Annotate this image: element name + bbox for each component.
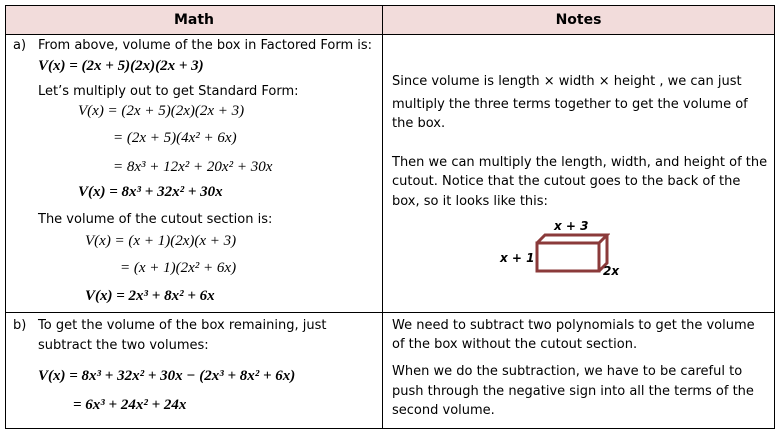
part-b-line-2: subtract the two volumes: [38, 338, 209, 353]
part-b-note-2-line-2: push through the negative sign into all the terms of the [392, 384, 754, 399]
part-a-note-2-line-3: box, so it looks like this: [392, 194, 548, 209]
part-b-note-1-line-1: We need to subtract two polynomials to get the volume [392, 318, 755, 333]
factored-form-equation: V(x) = (2x + 5)(2x)(2x + 3) [38, 58, 204, 74]
table-border-right [774, 5, 775, 429]
box-length-label: x + 3 [554, 219, 589, 233]
box-width-label: 2x [603, 264, 620, 278]
box-front-face [537, 243, 599, 271]
part-b-line-1: To get the volume of the box remaining, just [38, 318, 327, 333]
cutout-step-2: = (x + 1)(2x² + 6x) [120, 260, 237, 276]
table-border-top [5, 5, 775, 6]
subtraction-equation: V(x) = 8x³ + 32x² + 30x − (2x³ + 8x² + 6x) [38, 368, 296, 384]
part-a-label: a) [13, 38, 27, 53]
cutout-intro: The volume of the cutout section is: [38, 212, 273, 227]
table-border-bottom [5, 428, 775, 429]
row-divider [5, 312, 775, 313]
cutout-volume-equation: V(x) = 2x³ + 8x² + 6x [85, 288, 215, 304]
notes-header-label: Notes [555, 12, 602, 28]
part-a-note-2-line-1: Then we can multiply the length, width, and height of the [392, 155, 768, 170]
part-a-note-1-line-1: Since volume is length × width × height , we can just [392, 74, 742, 89]
part-b-note-1-line-2: of the box without the cutout section. [392, 337, 638, 352]
expansion-step-3: = 8x³ + 12x² + 20x² + 30x [113, 159, 273, 175]
part-b-note-2-line-3: second volume. [392, 403, 495, 418]
part-b-label: b) [13, 318, 27, 333]
table-border-left [5, 5, 6, 429]
part-a-note-1-line-3: the box. [392, 116, 446, 131]
math-header-label: Math [173, 12, 215, 28]
box-height-label: x + 1 [500, 251, 535, 265]
expansion-step-2: = (2x + 5)(4x² + 6x) [113, 130, 237, 146]
expansion-step-1: V(x) = (2x + 5)(2x)(2x + 3) [78, 103, 245, 119]
cutout-box-diagram [530, 232, 610, 276]
column-divider [382, 5, 383, 429]
remaining-volume-equation: = 6x³ + 24x² + 24x [73, 397, 187, 413]
math-header [6, 6, 382, 34]
header-divider [5, 34, 775, 35]
part-b-note-2-line-1: When we do the subtraction, we have to be careful to [392, 364, 743, 379]
notes-header [383, 6, 774, 34]
part-a-note-1-line-2: multiply the three terms together to get the volume of [392, 97, 748, 112]
multiply-intro: Let’s multiply out to get Standard Form: [38, 84, 299, 99]
cutout-step-1: V(x) = (x + 1)(2x)(x + 3) [85, 233, 237, 249]
part-a-intro: From above, volume of the box in Factored Form is: [38, 38, 373, 53]
part-a-note-2-line-2: cutout. Notice that the cutout goes to the back of the [392, 174, 741, 189]
standard-form-equation: V(x) = 8x³ + 32x² + 30x [78, 184, 223, 200]
